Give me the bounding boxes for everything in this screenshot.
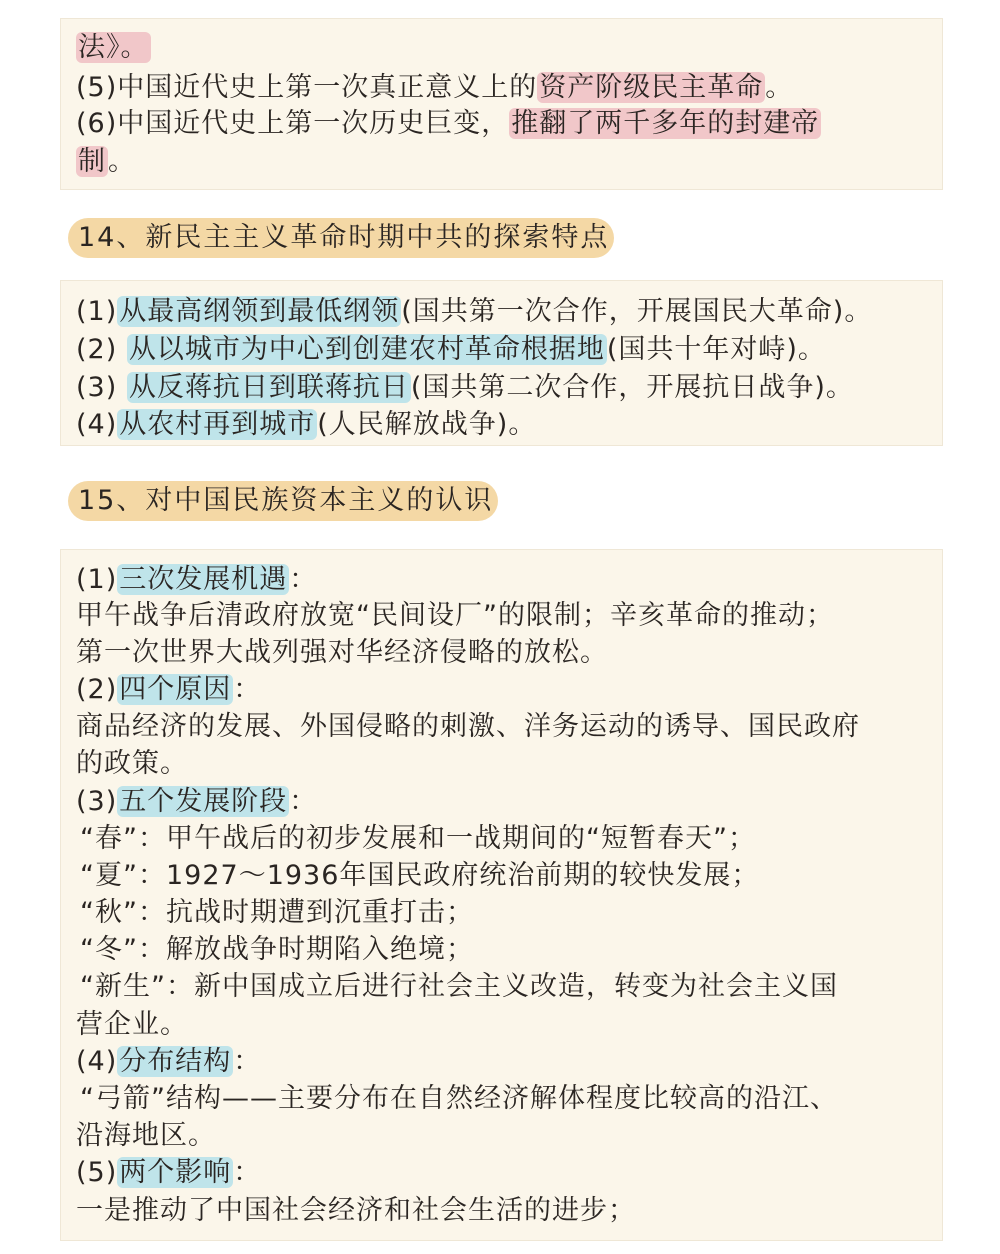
- highlight-blue: 从最高纲领到最低纲领: [119, 296, 400, 327]
- section-15-stage-spring: “春”：甲午战后的初步发展和一战期间的“短暂春天”；: [80, 823, 756, 854]
- highlight-blue: 四个原因: [119, 674, 232, 705]
- section-15-point-1-line-2: 第一次世界大战列强对华经济侵略的放松。: [76, 637, 608, 668]
- text: ：: [289, 564, 318, 595]
- text: (国共十年对峙)。: [606, 334, 826, 365]
- highlight-blue: 从农村再到城市: [119, 409, 316, 440]
- text: (5)中国近代史上第一次真正意义上的: [76, 72, 538, 103]
- section-15-stage-summer: “夏”：1927～1936年国民政府统治前期的较快发展；: [80, 860, 760, 891]
- highlight-blue: 三次发展机遇: [119, 564, 288, 595]
- section-14-item-3: [76, 370, 854, 406]
- item-number: (5): [76, 1157, 118, 1188]
- text: ：: [289, 786, 318, 817]
- text: (国共第二次合作，开展抗日战争)。: [410, 372, 854, 403]
- highlight-blue: 五个发展阶段: [119, 786, 288, 817]
- section-15-point-1-line-1: 甲午战争后清政府放宽“民间设厂”的限制；辛亥革命的推动；: [76, 600, 834, 631]
- item-number: (2): [76, 334, 127, 365]
- section-15-heading: 15、对中国民族资本主义的认识: [68, 481, 498, 521]
- section-15-point-3-title: [76, 784, 317, 820]
- highlight-pink: 制: [78, 146, 106, 177]
- section-15-point-5-line-1: 一是推动了中国社会经济和社会生活的进步；: [76, 1195, 636, 1226]
- highlight-pink: 资产阶级民主革命: [539, 72, 764, 103]
- highlight-pink: 推翻了两千多年的封建帝: [511, 108, 820, 139]
- text: (国共第一次合作，开展国民大革命)。: [401, 296, 873, 327]
- text: ：: [233, 1157, 262, 1188]
- section-15-stage-winter: “冬”：解放战争时期陷入绝境；: [80, 934, 474, 965]
- section-15-point-4-title: [76, 1044, 261, 1080]
- item-number: (4): [76, 1046, 118, 1077]
- text: ：: [233, 674, 262, 705]
- section-14-item-1: [76, 294, 872, 330]
- highlight-blue: 从反蒋抗日到联蒋抗日: [128, 372, 409, 403]
- section-15-point-5-title: [76, 1155, 261, 1191]
- section-13-line-4: [76, 144, 136, 180]
- text: 。: [765, 72, 794, 103]
- text: ：: [233, 1046, 262, 1077]
- section-15-stage-autumn: “秋”：抗战时期遭到沉重打击；: [80, 897, 474, 928]
- section-15-point-4-line-1: “弓箭”结构——主要分布在自然经济解体程度比较高的沿江、: [80, 1083, 838, 1114]
- highlight-blue: 分布结构: [119, 1046, 232, 1077]
- section-15-point-2-title: [76, 672, 261, 708]
- section-15-point-4-line-2: 沿海地区。: [76, 1120, 216, 1151]
- section-14-item-2: [76, 332, 826, 368]
- item-number: (1): [76, 564, 118, 595]
- item-number: (2): [76, 674, 118, 705]
- text: (人民解放战争)。: [317, 409, 537, 440]
- highlight-blue: 从以城市为中心到创建农村革命根据地: [128, 334, 605, 365]
- section-14-heading: 14、新民主主义革命时期中共的探索特点: [68, 218, 614, 258]
- text: (6)中国近代史上第一次历史巨变，: [76, 108, 510, 139]
- item-number: (3): [76, 786, 118, 817]
- section-15-point-2-line-2: 的政策。: [76, 748, 188, 779]
- item-number: (1): [76, 296, 118, 327]
- item-number: (3): [76, 372, 127, 403]
- section-15-stage-rebirth-line-1: “新生”：新中国成立后进行社会主义改造，转变为社会主义国: [80, 971, 838, 1002]
- section-15-point-1-title: [76, 562, 317, 598]
- section-15-stage-rebirth-line-2: 营企业。: [76, 1009, 188, 1040]
- section-13-line-3: [76, 106, 821, 142]
- section-15-point-2-line-1: 商品经济的发展、外国侵略的刺激、洋务运动的诱导、国民政府: [76, 711, 860, 742]
- item-number: (4): [76, 409, 118, 440]
- section-13-line-2: [76, 70, 793, 106]
- highlight-blue: 两个影响: [119, 1157, 232, 1188]
- text: 。: [108, 146, 136, 177]
- section-14-item-4: [76, 407, 536, 443]
- highlight-pink: 法》。: [78, 32, 149, 63]
- section-13-line-1: [76, 30, 151, 66]
